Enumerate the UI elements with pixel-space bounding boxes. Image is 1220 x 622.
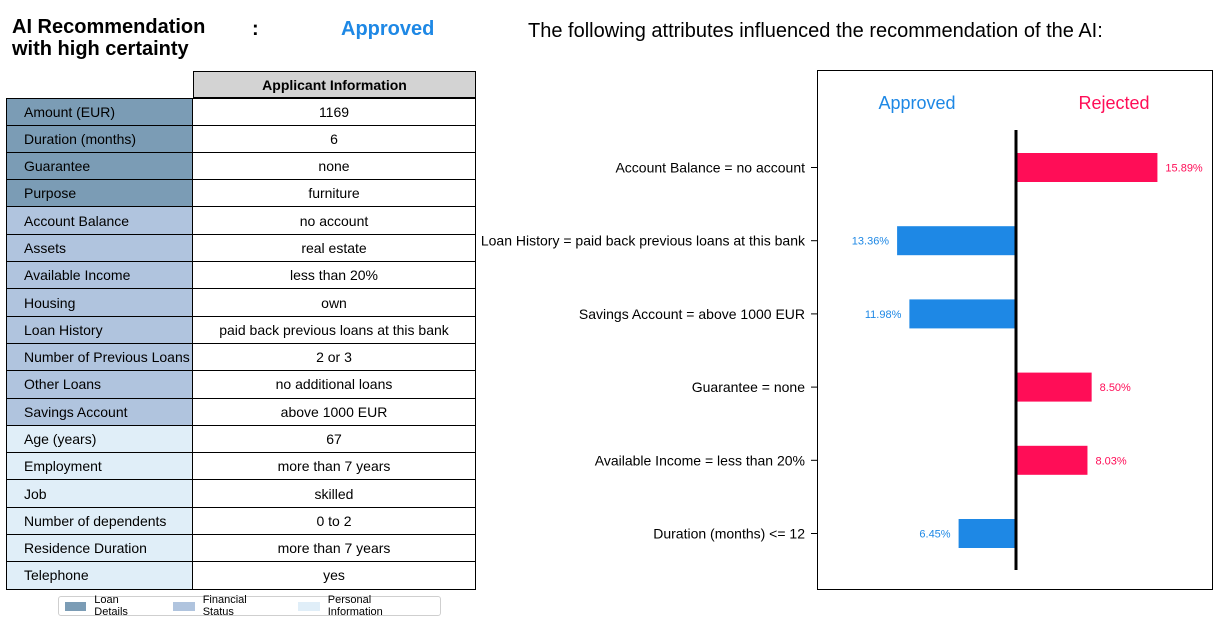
row-value: no account [193, 207, 476, 234]
row-label: Account Balance [6, 207, 193, 234]
row-label: Available Income [6, 262, 193, 289]
bar [897, 226, 1016, 255]
recommendation-status: Approved [341, 18, 435, 40]
feature-label: Guarantee = none [691, 379, 805, 396]
row-value: 6 [193, 126, 476, 153]
row-value: own [193, 289, 476, 316]
row-value: more than 7 years [193, 453, 476, 480]
row-value: no additional loans [193, 371, 476, 398]
bar [1016, 153, 1157, 182]
row-label: Other Loans [6, 371, 193, 398]
row-label: Savings Account [6, 399, 193, 426]
table-header: Applicant Information [193, 71, 476, 98]
row-label: Housing [6, 289, 193, 316]
row-value: furniture [193, 180, 476, 207]
feature-label: Account Balance = no account [615, 159, 805, 176]
header-colon: : [252, 18, 259, 40]
row-label: Amount (EUR) [6, 98, 193, 125]
legend-label-loan: Loan Details [94, 594, 128, 618]
bar-value-label: 15.89% [1165, 162, 1203, 175]
feature-label: Duration (months) <= 12 [653, 525, 805, 542]
row-value: skilled [193, 480, 476, 507]
approved-heading: Approved [878, 93, 956, 113]
bar [1016, 373, 1092, 402]
row-label: Duration (months) [6, 126, 193, 153]
bar [909, 299, 1016, 328]
bar-value-label: 8.03% [1095, 455, 1127, 468]
row-value: real estate [193, 235, 476, 262]
bar [959, 519, 1016, 548]
feature-label: Loan History = paid back previous loans at this bank [480, 232, 805, 249]
row-label: Purpose [6, 180, 193, 207]
feature-label: Savings Account = above 1000 EUR [578, 305, 805, 322]
row-label: Guarantee [6, 153, 193, 180]
bar-value-label: 13.36% [851, 235, 890, 248]
bar-value-label: 11.98% [864, 308, 902, 321]
row-label: Job [6, 480, 193, 507]
row-value: more than 7 years [193, 535, 476, 562]
legend-label-personal: Personal Information [327, 594, 383, 618]
bar-value-label: 6.45% [919, 528, 951, 541]
row-value: paid back previous loans at this bank [193, 317, 476, 344]
row-value: 0 to 2 [193, 508, 476, 535]
row-label: Loan History [6, 317, 193, 344]
row-value: less than 20% [193, 262, 476, 289]
bar-value-label: 8.50% [1099, 382, 1131, 395]
recommendation-label: AI Recommendation with high certainty [12, 16, 206, 60]
row-value: 67 [193, 426, 476, 453]
row-label: Number of Previous Loans [6, 344, 193, 371]
row-label: Residence Duration [6, 535, 193, 562]
row-value: yes [193, 562, 476, 589]
row-label: Age (years) [6, 426, 193, 453]
row-label: Number of dependents [6, 508, 193, 535]
row-value: 1169 [193, 98, 476, 125]
row-value: 2 or 3 [193, 344, 476, 371]
row-label: Telephone [6, 562, 193, 589]
row-label: Employment [6, 453, 193, 480]
row-value: none [193, 153, 476, 180]
legend-label-financial: Financial Status [202, 594, 247, 618]
explanation-title: The following attributes influenced the recommendation of the AI: [528, 20, 1103, 42]
feature-label: Available Income = less than 20% [594, 452, 805, 469]
bar [1016, 446, 1087, 475]
rejected-heading: Rejected [1078, 93, 1150, 113]
row-value: above 1000 EUR [193, 399, 476, 426]
row-label: Assets [6, 235, 193, 262]
